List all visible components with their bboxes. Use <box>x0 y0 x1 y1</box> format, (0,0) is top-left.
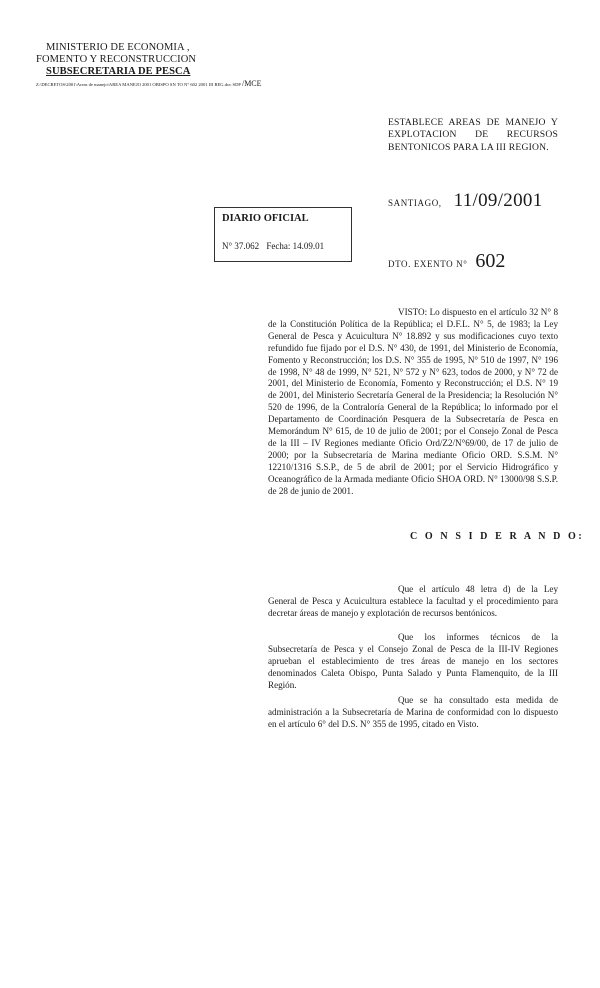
considerando-paragraph-2: Que los informes técnicos de la Subsecretaría de Pesca y el Consejo Zonal de Pesca de la III-IV Regiones aprueban el establecimiento de tres áreas de manejo en los sectores denominados Caleta Obispo, Punta Salado y Punta Flamenquito, de la III Región. <box>268 632 558 690</box>
subsecretaria-title: SUBSECRETARIA DE PESCA <box>46 66 191 77</box>
date-value: 11/09/2001 <box>453 190 543 211</box>
diario-oficial-box <box>214 207 352 262</box>
considerando-heading: C O N S I D E R A N D O: <box>410 531 585 542</box>
file-reference-initials: /MCE <box>241 79 262 88</box>
decree-label: DTO. EXENTO N° <box>388 259 468 269</box>
file-reference-path: Z:\DECRETOS\2001\Areas de manejo\AREA MANEJO 2001 OBISPO SN TO N° 602 2001 III REG.doc SDP <box>36 82 241 87</box>
diario-oficial-title: DIARIO OFICIAL <box>222 213 309 224</box>
file-reference <box>36 81 262 88</box>
ministry-line-2: FOMENTO Y RECONSTRUCCION <box>36 54 197 65</box>
considerando-paragraph-1: Que el artículo 48 letra d) de la Ley General de Pesca y Acuicultura establece la facultad y el procedimiento para decretar áreas de manejo y explotación de recursos bentónicos. <box>268 584 558 618</box>
decree-title: ESTABLECE AREAS DE MANEJO Y EXPLOTACION DE RECURSOS BENTONICOS PARA LA III REGION. <box>388 117 558 153</box>
visto-paragraph: VISTO: Lo dispuesto en el artículo 32 N° 8 de la Constitución Política de la República; el D.F.L. N° 5, de 1983; la Ley General de Pesca y Acuicultura N° 18.892 y sus modificaciones cuyo texto refundido fue fijado por el D.S. N° 430, de 1991, del Ministerio de Economía, Fomento y Reconstrucción; los D.S. N° 355 de 1995, N° 510 de 1997, N° 196 de 1998, N° 48 de 1999, N° 521, N° 572 y N° 623, todos de 2000, y N° 72 de 2001, del Ministerio de Economía, Fomento y Reconstrucción; el D.S. N° 19 de 2001, del Ministerio Secretaría General de la Presidencia; la Resolución N° 520 de 1996, de la Contraloría General de la República; lo informado por el Departamento de Coordinación Pesquera de la Subsecretaría de Pesca en Memorándum N° 615, de 10 de julio de 2001; por el Consejo Zonal de Pesca de la III – IV Regiones mediante Oficio Ord/Z2/N°69/00, de 17 de julio de 2000; por la Subsecretaría de Marina mediante Oficio ORD. S.S.M. N° 12210/1316 S.S.P., de 5 de abril de 2001; por el Servicio Hidrográfico y Oceanográfico de la Armada mediante Oficio SHOA ORD. N° 13000/98 S.S.P. de 28 de junio de 2001. <box>268 307 558 496</box>
diario-oficial-details <box>222 241 324 251</box>
considerando-paragraph-3: Que se ha consultado esta medida de administración a la Subsecretaría de Marina de conformidad con lo dispuesto en el artículo 6° del D.S. N° 355 de 1995, citado en Visto. <box>268 695 558 729</box>
decree-number-line <box>388 250 505 273</box>
ministry-line-1: MINISTERIO DE ECONOMIA , <box>46 42 190 53</box>
diario-oficial-number: N° 37.062 <box>222 241 260 251</box>
date-place: SANTIAGO, <box>388 198 442 208</box>
decree-number: 602 <box>475 250 506 272</box>
date-line <box>388 190 543 212</box>
diario-oficial-date: Fecha: 14.09.01 <box>266 241 325 251</box>
